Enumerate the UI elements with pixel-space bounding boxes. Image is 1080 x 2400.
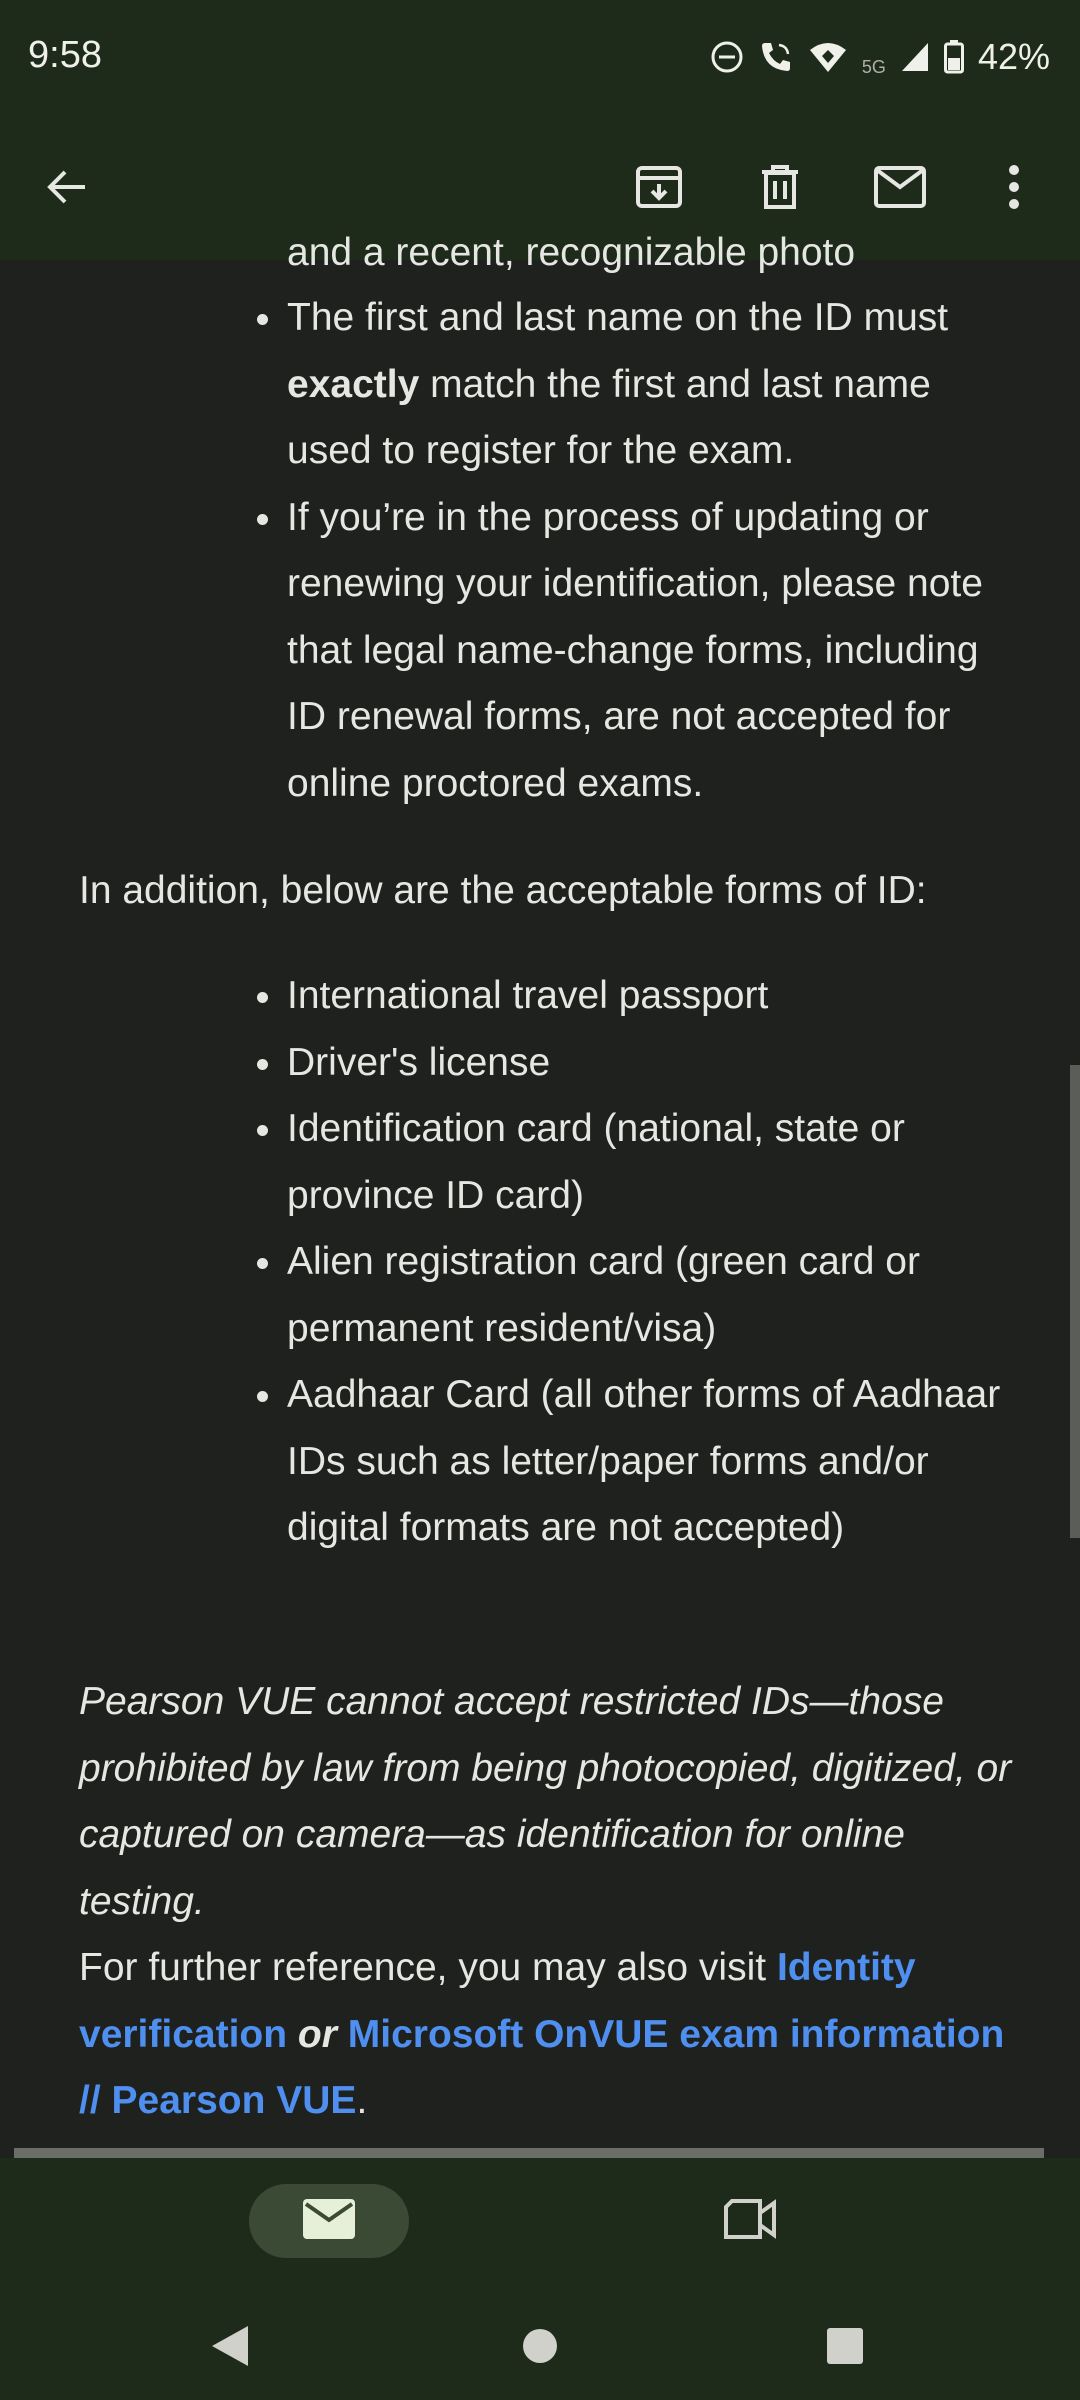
back-triangle-icon (210, 2324, 250, 2373)
microsoft-onvue-link[interactable]: Microsoft OnVUE exam information // Pearson VUE (79, 2012, 1005, 2122)
system-back-button[interactable] (190, 2308, 270, 2388)
status-icons (710, 30, 1050, 84)
status-bar (0, 0, 1080, 118)
recents-square-icon (825, 2326, 865, 2371)
meet-tab[interactable] (710, 2184, 790, 2258)
list-item: Alien registration card (green card or permanent resident/visa) (287, 1229, 1007, 1362)
wifi-calling-icon (758, 39, 794, 75)
back-button[interactable] (22, 144, 112, 234)
id-requirements-list (287, 285, 1007, 817)
identity-verification-link[interactable]: Identity verification (79, 1946, 916, 2056)
home-circle-icon (520, 2326, 560, 2371)
restricted-ids-note: Pearson VUE cannot accept restricted IDs—those prohibited by law from being photocopied, digitized, or captured on camera—as identification for online testing. (79, 1680, 1012, 1923)
requirement-text: match the first and last name used to register for the exam. (287, 362, 931, 472)
system-recents-button[interactable] (805, 2308, 885, 2388)
signal-icon (900, 41, 930, 73)
meet-video-icon (722, 2198, 778, 2245)
reference-paragraph (79, 1935, 1019, 2135)
email-body (0, 231, 1080, 2158)
list-item: If you’re in the process of updating or renewing your identification, please note that legal name-change forms, including ID renewal forms, are not accepted for online proctored exams. (287, 485, 1007, 818)
bottom-navigation (0, 2158, 1080, 2400)
mark-unread-button[interactable] (855, 144, 945, 234)
wifi-icon (808, 40, 848, 74)
battery-icon (944, 40, 964, 74)
more-options-button[interactable] (969, 144, 1059, 234)
requirement-text: The first and last name on the ID must (287, 296, 949, 339)
mail-tab[interactable] (249, 2184, 409, 2258)
battery-percent: 42% (977, 36, 1050, 77)
acceptable-ids-list (287, 963, 1007, 1562)
archive-icon (635, 163, 683, 216)
back-arrow-icon (43, 163, 91, 216)
acceptable-ids-intro: In addition, below are the acceptable forms of ID: (79, 869, 927, 912)
period-text: . (356, 2079, 368, 2122)
list-item: Driver's license (287, 1030, 1007, 1097)
divider (14, 2148, 1044, 2158)
list-item: Aadhaar Card (all other forms of Aadhaar IDs such as letter/paper forms and/or digital formats are not accepted) (287, 1362, 1007, 1562)
do-not-disturb-icon (710, 40, 744, 74)
list-item: Identification card (national, state or province ID card) (287, 1096, 1007, 1229)
delete-icon (758, 163, 802, 216)
or-text: or (287, 2012, 348, 2056)
mail-icon (303, 2199, 355, 2244)
list-item (287, 285, 1007, 485)
status-time: 9:58 (28, 34, 102, 76)
system-home-button[interactable] (500, 2308, 580, 2388)
mark-unread-icon (873, 165, 927, 214)
list-item: International travel passport (287, 963, 1007, 1030)
reference-text: For further reference, you may also visit (79, 1946, 777, 1989)
network-type: 5G (861, 57, 886, 77)
cut-off-line: and a recent, recognizable photo (287, 231, 856, 274)
bold-text: exactly (287, 362, 420, 406)
system-navigation (0, 2308, 1080, 2388)
more-options-icon (1007, 164, 1021, 215)
scrollbar[interactable] (1070, 1065, 1080, 1538)
